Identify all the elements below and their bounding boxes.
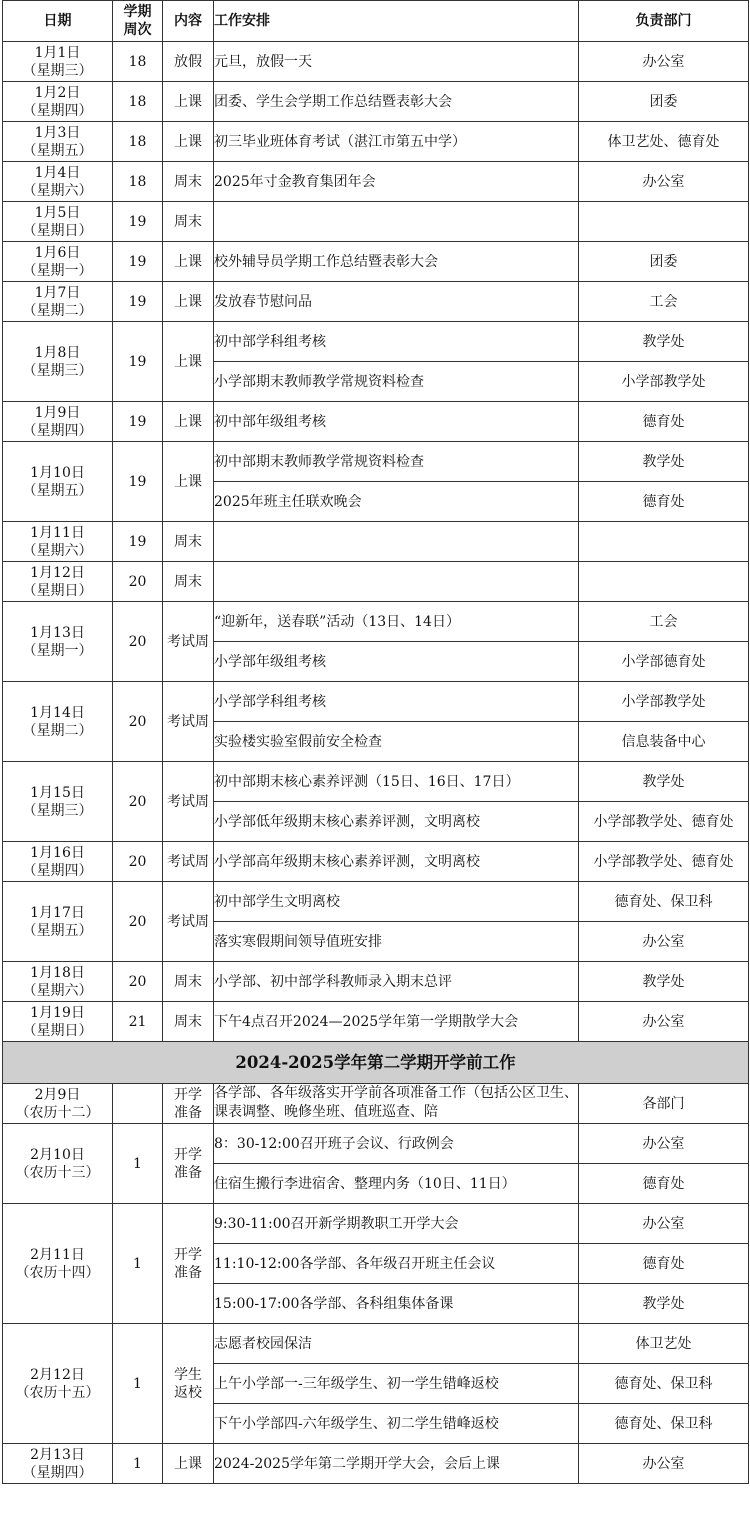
week-cell: 19 [113, 202, 163, 242]
type-cell: 考试周 [163, 682, 214, 762]
task-cell: 团委、学生会学期工作总结暨表彰大会 [214, 82, 579, 122]
type-cell: 上课 [163, 402, 214, 442]
type-cell: 上课 [163, 282, 214, 322]
task-cell: 初中部学生文明离校 [214, 882, 579, 922]
dept-cell: 德育处、保卫科 [579, 1364, 749, 1404]
date-cell [3, 442, 113, 522]
table-row [3, 162, 749, 202]
week-cell: 19 [113, 282, 163, 322]
task-cell: 初三毕业班体育考试（湛江市第五中学） [214, 122, 579, 162]
table-row [3, 82, 749, 122]
table-row [3, 842, 749, 882]
task-cell: 住宿生搬行李进宿舍、整理内务（10日、11日） [214, 1164, 579, 1204]
table-row [3, 442, 749, 482]
date-cell [3, 602, 113, 682]
task-cell: 实验楼实验室假前安全检查 [214, 722, 579, 762]
date-weekday: （星期二） [22, 302, 93, 319]
table-row [3, 1124, 749, 1164]
week-cell: 20 [113, 682, 163, 762]
type-line2: 准备 [174, 1164, 202, 1181]
type-line1: 开学 [174, 1086, 202, 1103]
table-row [3, 402, 749, 442]
date-weekday: （农历十四） [15, 1264, 100, 1281]
date-day: 1月19日 [30, 1004, 85, 1021]
table-row [3, 522, 749, 562]
type-cell: 上课 [163, 122, 214, 162]
date-cell [3, 522, 113, 562]
date-day: 2月13日 [30, 1446, 85, 1463]
date-cell [3, 562, 113, 602]
date-cell [3, 1002, 113, 1042]
date-weekday: （星期日） [22, 582, 93, 599]
header-task: 工作安排 [214, 1, 579, 42]
type-line2: 返校 [174, 1384, 202, 1401]
dept-cell: 办公室 [579, 1124, 749, 1164]
task-cell [214, 202, 579, 242]
task-cell: 下午小学部四-六年级学生、初二学生错峰返校 [214, 1404, 579, 1444]
date-day: 1月2日 [34, 84, 81, 101]
date-day: 2月10日 [30, 1146, 85, 1163]
date-cell [3, 82, 113, 122]
task-cell [214, 562, 579, 602]
date-weekday: （星期一） [22, 642, 93, 659]
week-cell: 19 [113, 522, 163, 562]
date-weekday: （星期四） [22, 862, 93, 879]
date-weekday: （星期二） [22, 722, 93, 739]
date-cell [3, 1124, 113, 1204]
task-cell: 小学部低年级期末核心素养评测，文明离校 [214, 802, 579, 842]
type-cell: 上课 [163, 82, 214, 122]
task-cell: 初中部年级组考核 [214, 402, 579, 442]
date-weekday: （星期六） [22, 542, 93, 559]
week-cell: 19 [113, 402, 163, 442]
type-cell: 考试周 [163, 842, 214, 882]
type-line1: 学生 [174, 1366, 202, 1383]
task-cell: 2024-2025学年第二学期开学大会，会后上课 [214, 1444, 579, 1484]
week-cell: 1 [113, 1204, 163, 1324]
week-cell: 19 [113, 242, 163, 282]
table-row [3, 122, 749, 162]
date-day: 1月9日 [34, 404, 81, 421]
week-cell: 20 [113, 602, 163, 682]
date-cell [3, 682, 113, 762]
type-cell: 周末 [163, 522, 214, 562]
type-cell: 周末 [163, 962, 214, 1002]
table-row [3, 682, 749, 722]
date-day: 1月14日 [30, 704, 85, 721]
task-cell: 2025年寸金教育集团年会 [214, 162, 579, 202]
date-day: 1月15日 [30, 784, 85, 801]
week-cell: 18 [113, 42, 163, 82]
dept-cell [579, 202, 749, 242]
date-cell [3, 42, 113, 82]
dept-cell: 小学部教学处 [579, 362, 749, 402]
date-day: 2月12日 [30, 1366, 85, 1383]
task-cell: 小学部年级组考核 [214, 642, 579, 682]
dept-cell: 小学部教学处、德育处 [579, 802, 749, 842]
table-row [3, 1324, 749, 1364]
date-weekday: （星期四） [22, 1464, 93, 1481]
table-row [3, 962, 749, 1002]
type-cell: 上课 [163, 442, 214, 522]
week-cell: 20 [113, 842, 163, 882]
header-week [113, 1, 163, 42]
dept-cell: 教学处 [579, 442, 749, 482]
table-row [3, 602, 749, 642]
type-cell: 上课 [163, 1444, 214, 1484]
date-cell [3, 282, 113, 322]
date-weekday: （星期六） [22, 182, 93, 199]
dept-cell: 办公室 [579, 162, 749, 202]
week-cell: 20 [113, 882, 163, 962]
date-weekday: （星期四） [22, 422, 93, 439]
date-day: 1月16日 [30, 844, 85, 861]
date-cell [3, 242, 113, 282]
dept-cell: 教学处 [579, 1284, 749, 1324]
type-line1: 开学 [174, 1246, 202, 1263]
header-dept: 负责部门 [579, 1, 749, 42]
task-cell: 8：30-12:00召开班子会议、行政例会 [214, 1124, 579, 1164]
date-weekday: （星期一） [22, 262, 93, 279]
dept-cell: 团委 [579, 242, 749, 282]
task-cell: “迎新年，送春联”活动（13日、14日） [214, 602, 579, 642]
dept-cell: 教学处 [579, 322, 749, 362]
table-row [3, 282, 749, 322]
week-cell: 1 [113, 1444, 163, 1484]
dept-cell: 工会 [579, 282, 749, 322]
dept-cell: 信息装备中心 [579, 722, 749, 762]
type-cell: 考试周 [163, 602, 214, 682]
dept-cell: 德育处 [579, 402, 749, 442]
schedule-table [2, 0, 749, 1484]
date-day: 1月12日 [30, 564, 85, 581]
dept-cell: 办公室 [579, 1444, 749, 1484]
type-cell [163, 1124, 214, 1204]
task-cell: 志愿者校园保洁 [214, 1324, 579, 1364]
dept-cell: 德育处 [579, 482, 749, 522]
type-cell: 周末 [163, 1002, 214, 1042]
week-cell: 19 [113, 442, 163, 522]
date-cell [3, 1084, 113, 1124]
date-cell [3, 1444, 113, 1484]
week-cell: 18 [113, 122, 163, 162]
week-cell: 1 [113, 1124, 163, 1204]
type-cell: 考试周 [163, 762, 214, 842]
header-week-line1: 学期 [123, 4, 152, 20]
type-line2: 准备 [174, 1264, 202, 1281]
date-cell [3, 882, 113, 962]
type-cell: 周末 [163, 562, 214, 602]
dept-cell: 办公室 [579, 42, 749, 82]
week-cell: 18 [113, 162, 163, 202]
task-cell: 校外辅导员学期工作总结暨表彰大会 [214, 242, 579, 282]
table-row [3, 1444, 749, 1484]
task-cell: 小学部高年级期末核心素养评测，文明离校 [214, 842, 579, 882]
date-weekday: （农历十二） [15, 1104, 100, 1121]
date-weekday: （星期五） [22, 482, 93, 499]
date-day: 1月6日 [34, 244, 81, 261]
type-line2: 准备 [174, 1104, 202, 1121]
date-weekday: （星期四） [22, 102, 93, 119]
week-cell: 21 [113, 1002, 163, 1042]
type-cell: 周末 [163, 162, 214, 202]
type-cell [163, 1204, 214, 1324]
task-cell [214, 522, 579, 562]
date-weekday: （星期六） [22, 982, 93, 999]
task-cell: 15:00-17:00各学部、各科组集体备课 [214, 1284, 579, 1324]
table-row [3, 322, 749, 362]
task-cell: 发放春节慰问品 [214, 282, 579, 322]
task-cell: 11:10-12:00各学部、各年级召开班主任会议 [214, 1244, 579, 1284]
dept-cell: 德育处 [579, 1164, 749, 1204]
table-row [3, 1204, 749, 1244]
date-cell [3, 842, 113, 882]
dept-cell: 教学处 [579, 962, 749, 1002]
date-day: 1月18日 [30, 964, 85, 981]
task-cell: 初中部期末教师教学常规资料检查 [214, 442, 579, 482]
type-line1: 开学 [174, 1146, 202, 1163]
week-cell: 19 [113, 322, 163, 402]
week-cell [113, 1084, 163, 1124]
dept-cell: 团委 [579, 82, 749, 122]
table-row [3, 242, 749, 282]
section-row [3, 1042, 749, 1084]
header-date: 日期 [3, 1, 113, 42]
type-cell: 放假 [163, 42, 214, 82]
date-weekday: （星期日） [22, 1022, 93, 1039]
table-row [3, 1084, 749, 1124]
dept-cell: 小学部德育处 [579, 642, 749, 682]
date-cell [3, 322, 113, 402]
dept-cell: 办公室 [579, 1204, 749, 1244]
dept-cell: 小学部教学处 [579, 682, 749, 722]
date-day: 1月3日 [34, 124, 81, 141]
week-cell: 1 [113, 1324, 163, 1444]
task-cell: 各学部、各年级落实开学前各项准备工作（包括公区卫生、课表调整、晚修坐班、值班巡查、陪 [214, 1084, 579, 1124]
task-cell: 9:30-11:00召开新学期教职工开学大会 [214, 1204, 579, 1244]
dept-cell: 德育处、保卫科 [579, 1404, 749, 1444]
date-day: 2月11日 [30, 1246, 85, 1263]
task-cell: 小学部、初中部学科教师录入期末总评 [214, 962, 579, 1002]
date-day: 1月4日 [34, 164, 81, 181]
date-weekday: （农历十三） [15, 1164, 100, 1181]
week-cell: 20 [113, 762, 163, 842]
dept-cell: 德育处、保卫科 [579, 882, 749, 922]
section-title: 2024-2025学年第二学期开学前工作 [3, 1042, 749, 1084]
header-week-line2: 周次 [123, 22, 152, 38]
week-cell: 20 [113, 562, 163, 602]
week-cell: 18 [113, 82, 163, 122]
dept-cell: 德育处 [579, 1244, 749, 1284]
dept-cell: 办公室 [579, 922, 749, 962]
date-weekday: （农历十五） [15, 1384, 100, 1401]
task-cell: 下午4点召开2024—2025学年第一学期散学大会 [214, 1002, 579, 1042]
dept-cell: 体卫艺处、德育处 [579, 122, 749, 162]
date-weekday: （星期三） [22, 802, 93, 819]
dept-cell: 教学处 [579, 762, 749, 802]
dept-cell: 小学部教学处、德育处 [579, 842, 749, 882]
dept-cell: 工会 [579, 602, 749, 642]
table-row [3, 882, 749, 922]
date-cell [3, 402, 113, 442]
header-content: 内容 [163, 1, 214, 42]
date-day: 1月1日 [34, 44, 81, 61]
date-day: 1月11日 [30, 524, 85, 541]
date-cell [3, 162, 113, 202]
date-cell [3, 762, 113, 842]
date-day: 1月13日 [30, 624, 85, 641]
date-day: 2月9日 [34, 1086, 81, 1103]
type-cell: 上课 [163, 242, 214, 282]
date-weekday: （星期五） [22, 922, 93, 939]
type-cell: 周末 [163, 202, 214, 242]
task-cell: 元旦，放假一天 [214, 42, 579, 82]
dept-cell [579, 522, 749, 562]
dept-cell [579, 562, 749, 602]
date-day: 1月10日 [30, 464, 85, 481]
task-cell: 2025年班主任联欢晚会 [214, 482, 579, 522]
table-row [3, 202, 749, 242]
task-cell: 小学部期末教师教学常规资料检查 [214, 362, 579, 402]
task-cell: 初中部期末核心素养评测（15日、16日、17日） [214, 762, 579, 802]
date-weekday: （星期五） [22, 142, 93, 159]
table-row [3, 42, 749, 82]
table-row [3, 762, 749, 802]
date-day: 1月8日 [34, 344, 81, 361]
date-cell [3, 962, 113, 1002]
date-cell [3, 202, 113, 242]
date-cell [3, 1324, 113, 1444]
week-cell: 20 [113, 962, 163, 1002]
date-weekday: （星期三） [22, 62, 93, 79]
dept-cell: 体卫艺处 [579, 1324, 749, 1364]
date-day: 1月5日 [34, 204, 81, 221]
date-day: 1月7日 [34, 284, 81, 301]
table-row [3, 1002, 749, 1042]
date-weekday: （星期三） [22, 362, 93, 379]
type-cell: 考试周 [163, 882, 214, 962]
dept-cell: 办公室 [579, 1002, 749, 1042]
table-row [3, 562, 749, 602]
header-row [3, 1, 749, 42]
date-cell [3, 1204, 113, 1324]
task-cell: 落实寒假期间领导值班安排 [214, 922, 579, 962]
date-day: 1月17日 [30, 904, 85, 921]
type-cell [163, 1324, 214, 1444]
date-cell [3, 122, 113, 162]
dept-cell: 各部门 [579, 1084, 749, 1124]
task-cell: 初中部学科组考核 [214, 322, 579, 362]
type-cell: 上课 [163, 322, 214, 402]
type-cell [163, 1084, 214, 1124]
task-cell: 小学部学科组考核 [214, 682, 579, 722]
task-cell: 上午小学部一-三年级学生、初一学生错峰返校 [214, 1364, 579, 1404]
date-weekday: （星期日） [22, 222, 93, 239]
